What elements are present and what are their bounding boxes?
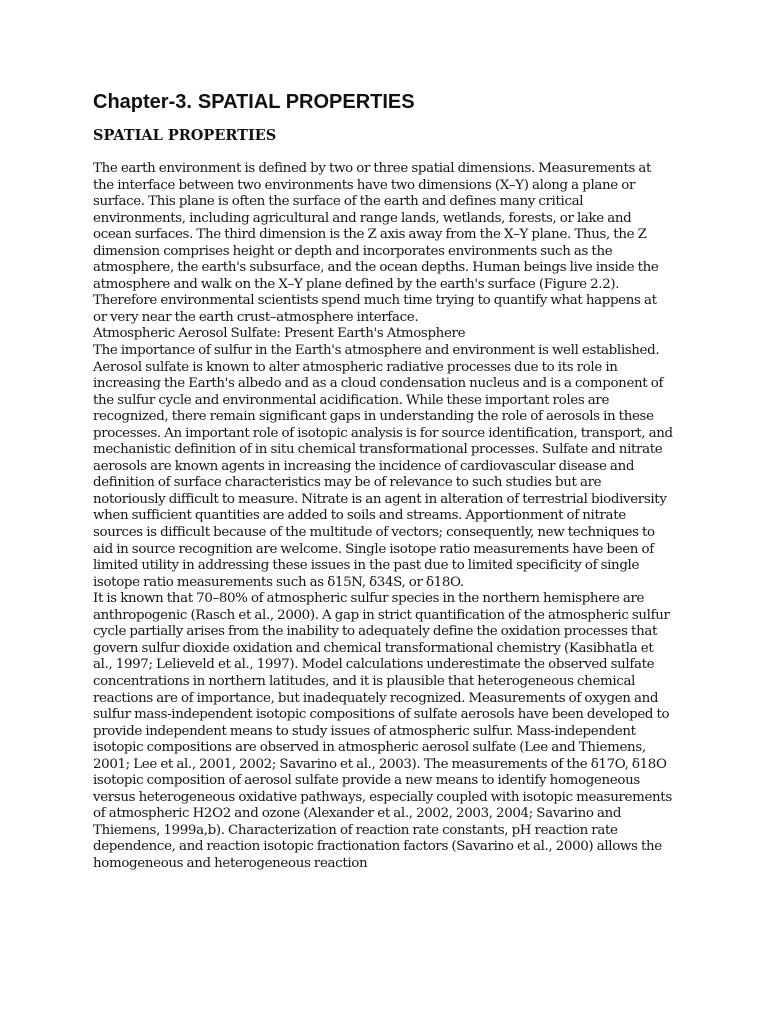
subheading: Atmospheric Aerosol Sulfate: Present Earth's Atmosphere (93, 326, 466, 342)
paragraph-2: The importance of sulfur in the Earth's atmosphere and environment is well established. Aerosol sulfate is known to alter atmospheric radiative processes due to its role in increasing the Earth's albedo and as a cloud condensation nucleus and is a component of the sulfur cycle and environmental acidification. While these important roles are recognized, there remain significant gaps in understanding the role of aerosols in these processes. An important role of isotopic analysis is for source identification, transport, and mechanistic definition of in situ chemical transformational processes. Sulfate and nitrate aerosols are known agents in increasing the incidence of cardiovascular disease and definition of surface characteristics may be of relevance to such studies but are notoriously difficult to measure. Nitrate is an agent in alteration of terrestrial biodiversity when sufficient quantities are added to soils and streams. Apportionment of nitrate sources is difficult because of the multitude of vectors; consequently, new techniques to aid in source recognition are welcome. Single isotope ratio measurements have been of limited utility in addressing these issues in the past due to limited specificity of single isotope ratio measurements such as δ15N, δ34S, or δ18O. (93, 343, 673, 590)
document-page (93, 88, 673, 873)
chapter-title (93, 88, 673, 116)
body-text (93, 161, 673, 873)
chapter-label: Chapter-3. (93, 91, 192, 113)
section-heading: SPATIAL PROPERTIES (93, 127, 277, 144)
chapter-name: SPATIAL PROPERTIES (197, 91, 415, 113)
paragraph-3: It is known that 70–80% of atmospheric sulfur species in the northern hemisphere are anthropogenic (Rasch et al., 2000). A gap in strict quantification of the atmospheric sulfur cycle partially arises from the inability to adequately define the oxidation processes that govern sulfur dioxide oxidation and chemical transformational chemistry (Kasibhatla et al., 1997; Lelieveld et al., 1997). Model calculations underestimate the observed sulfate concentrations in northern latitudes, and it is plausible that heterogeneous chemical reactions are of importance, but inadequately recognized. Measurements of oxygen and sulfur mass-independent isotopic compositions of sulfate aerosols have been developed to provide independent means to study issues of atmospheric sulfur. Mass-independent isotopic compositions are observed in atmospheric aerosol sulfate (Lee and Thiemens, 2001; Lee et al., 2001, 2002; Savarino et al., 2003). The measurements of the δ17O, δ18O isotopic composition of aerosol sulfate provide a new means to identify homogeneous versus heterogeneous oxidative pathways, especially coupled with isotopic measurements of atmospheric H2O2 and ozone (Alexander et al., 2002, 2003, 2004; Savarino and Thiemens, 1999a,b). Characterization of reaction rate constants, pH reaction rate dependence, and reaction isotopic fractionation factors (Savarino et al., 2000) allows the homogeneous and heterogeneous reaction (93, 591, 672, 871)
paragraph-1: The earth environment is defined by two or three spatial dimensions. Measurements at the interface between two environments have two dimensions (X–Y) along a plane or surface. This plane is often the surface of the earth and defines many critical environments, including agricultural and range lands, wetlands, forests, or lake and ocean surfaces. The third dimension is the Z axis away from the X–Y plane. Thus, the Z dimension comprises height or depth and incorporates environments such as the atmosphere, the earth's subsurface, and the ocean depths. Human beings live inside the atmosphere and walk on the X–Y plane defined by the earth's surface (Figure 2.2). Therefore environmental scientists spend much time trying to quantify what happens at or very near the earth crust–atmosphere interface. (93, 161, 659, 325)
